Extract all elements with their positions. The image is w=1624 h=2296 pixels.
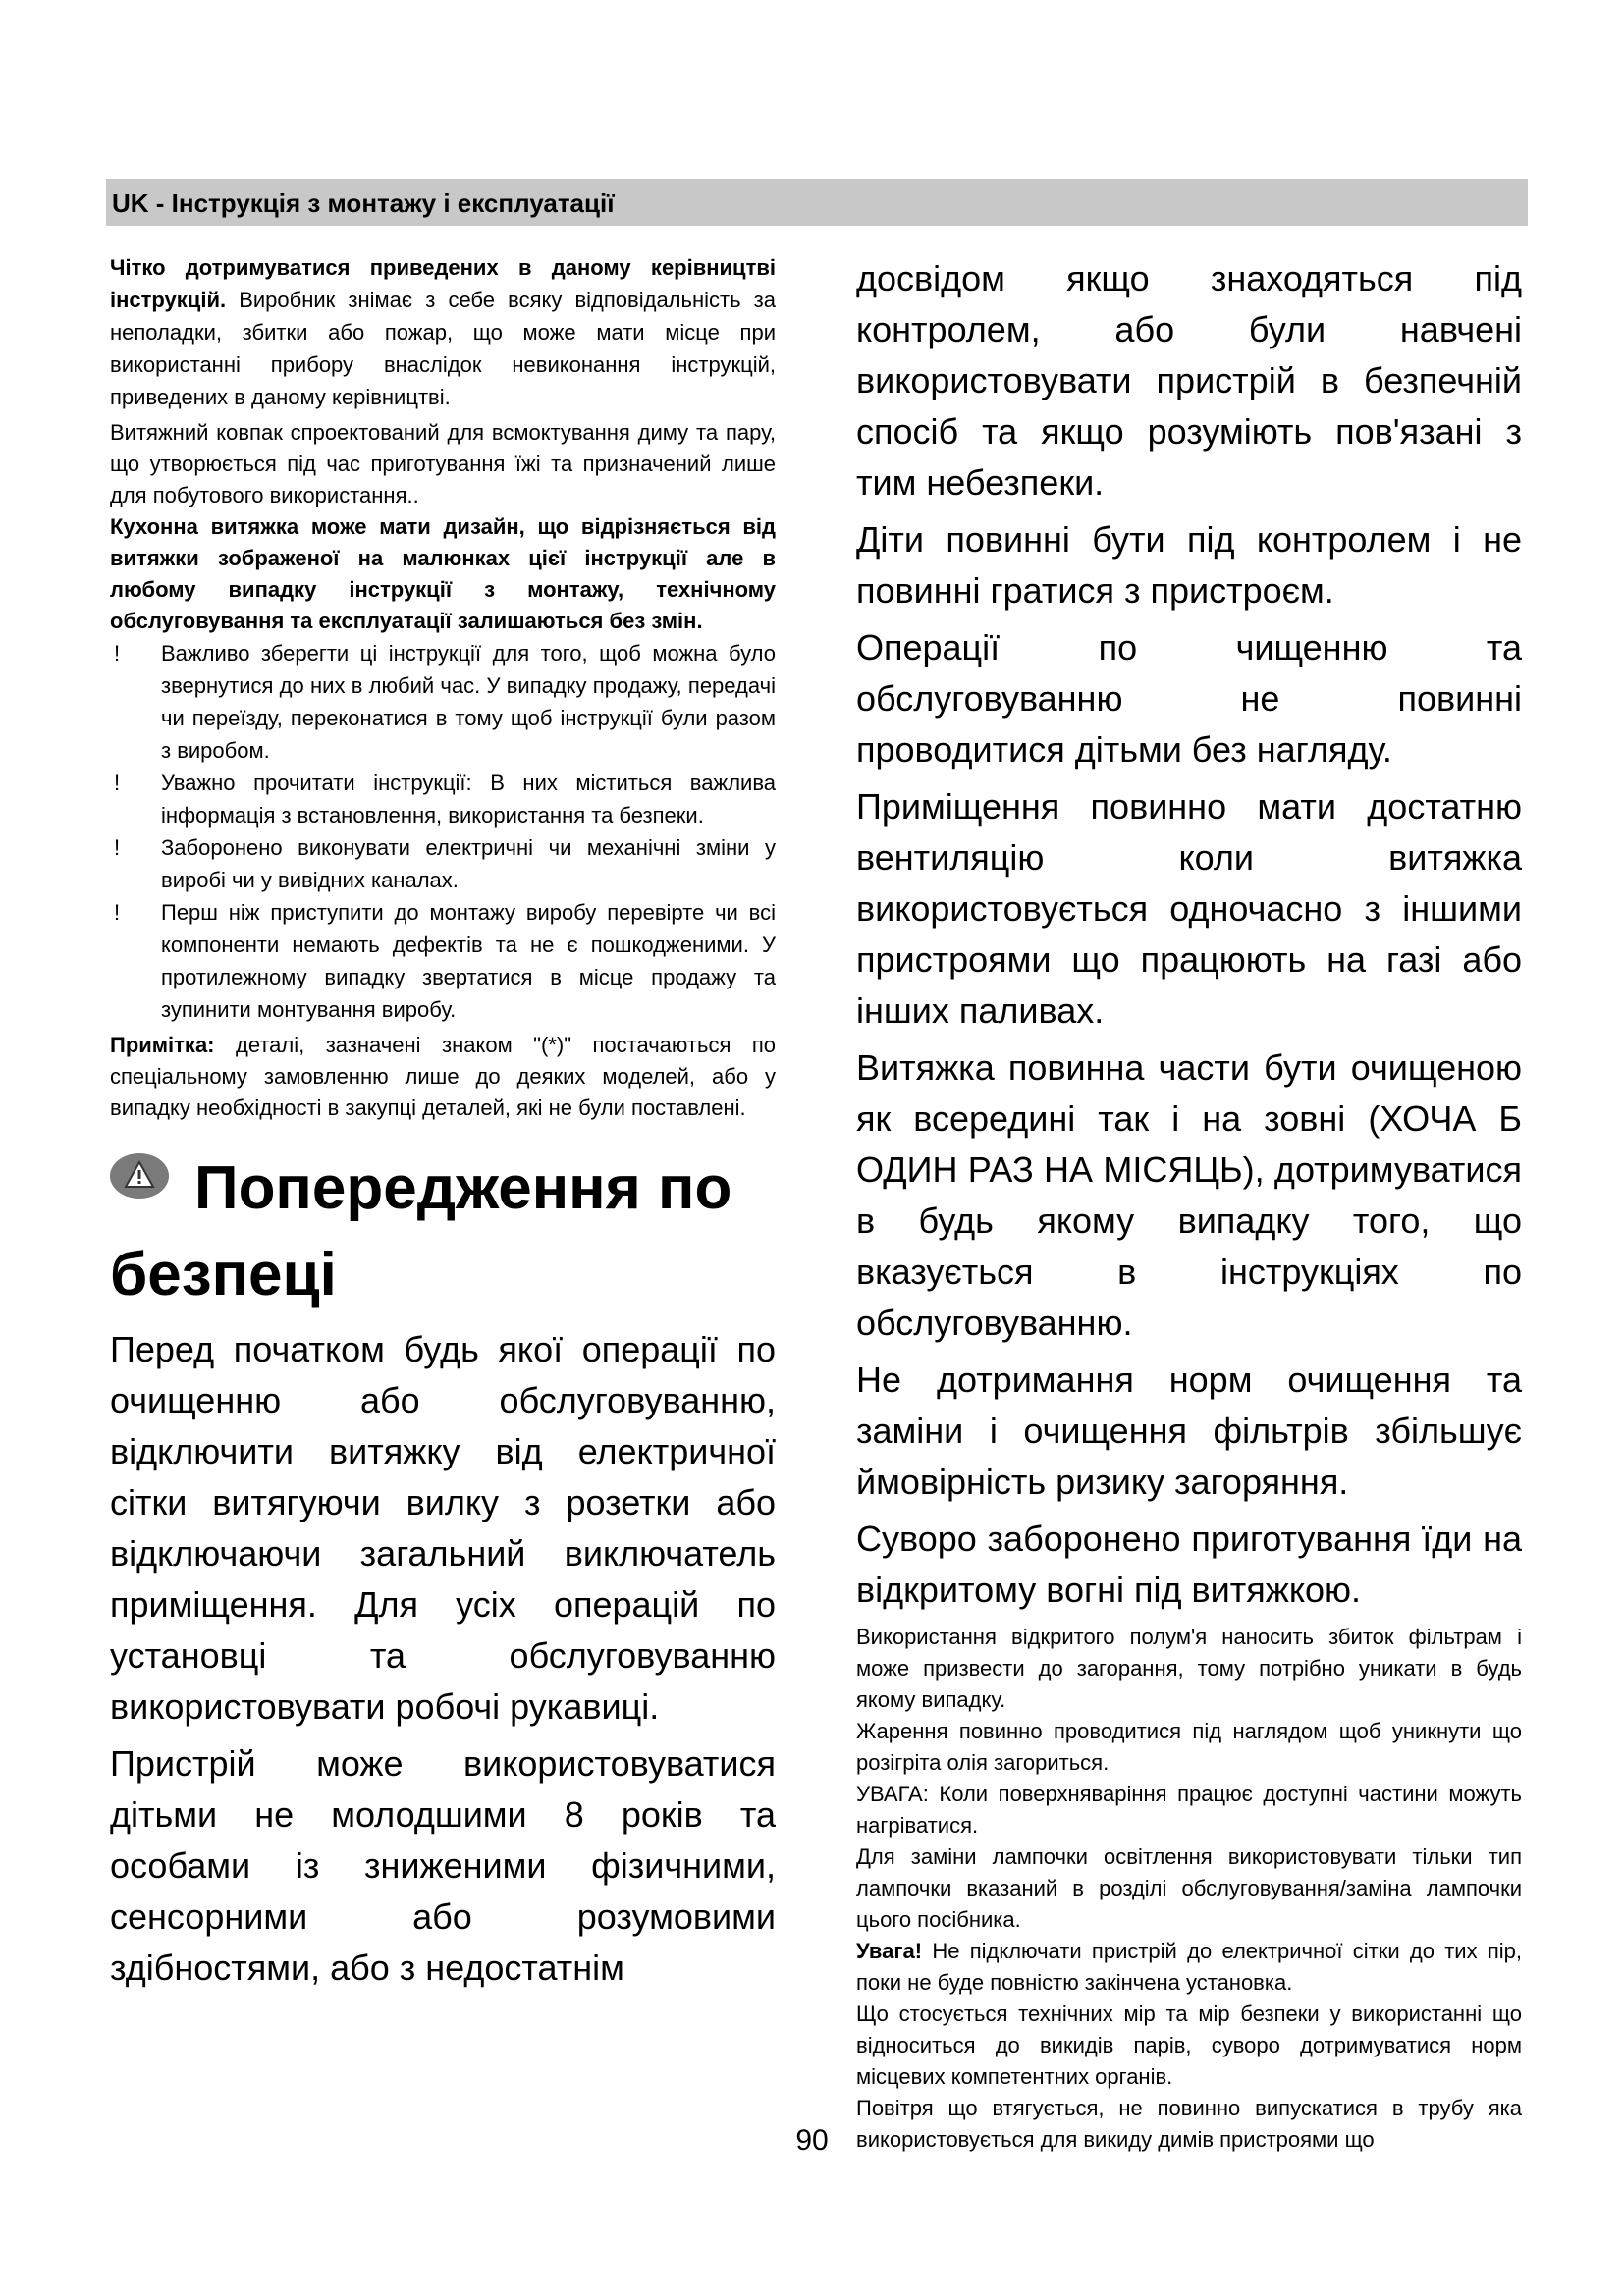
intro-paragraph-1 xyxy=(110,251,776,413)
warning-text: Уважно прочитати інструкції: В них міститься важлива інформація з встановлення, використання та безпеки. xyxy=(161,771,776,828)
small-note: Використання відкритого полум'я наносить збиток фільтрам і може призвести до загорання, тому потрібно уникати в будь якому випадку. xyxy=(856,1625,1522,1712)
right-column xyxy=(856,253,1522,2156)
note-text: деталі, зазначені знаком "(*)" постачаються по спеціальному замовленню лише до деяких моделей, або у випадку необхідності в закупці деталей, які не були поставлені. xyxy=(110,1033,776,1120)
warning-item xyxy=(110,831,776,896)
warning-text: Важливо зберегти ці інструкції для того, щоб можна було звернутися до них в любий час. У випадку продажу, передачі чи переїзду, переконатися в тому щоб інструкції були разом з виробом. xyxy=(161,641,776,763)
warning-text: Перш ніж приступити до монтажу виробу перевірте чи всі компоненти немають дефектів та не є пошкодженими. У протилежному випадку звертатися в місце продажу та зупинити монтування виробу. xyxy=(161,900,776,1022)
safety-heading-text: Попередження по безпеці xyxy=(110,1154,732,1308)
small-note: Повітря що втягується, не повинно випускатися в трубу яка використовується для викиду димів пристроями що xyxy=(856,2096,1522,2152)
safety-heading xyxy=(110,1146,776,1318)
safety-paragraph: Приміщення повинно мати достатню вентиляцію коли витяжка використовується одночасно з іншими пристроями що працюють на газі або інших паливах. xyxy=(856,786,1522,1031)
exclamation-icon: ! xyxy=(114,771,121,795)
small-notes xyxy=(856,1622,1522,2156)
caution-note xyxy=(856,1936,1522,1999)
safety-paragraph: Операції по чищенню та обслуговуванню не повинні проводитися дітьми без нагляду. xyxy=(856,627,1522,770)
safety-paragraph: Суворо заборонено приготування їди на відкритому вогні під витяжкою. xyxy=(856,1519,1522,1610)
intro-paragraph-3: Кухонна витяжка може мати дизайн, що відрізняється від витяжки зображеної на малюнках цієї інструкції але в любому випадку інструкції з монтажу, технічному обслуговування та експлуатації залишаються без змін. xyxy=(110,514,776,633)
safety-paragraph: досвідом якщо знаходяться під контролем, або були навчені використовувати пристрій в безпечній спосіб та якщо розуміють пов'язані з тим небезпеки. xyxy=(856,258,1522,503)
page-number: 90 xyxy=(795,2124,829,2157)
safety-paragraph: Витяжка повинна части бути очищеною як всередині так і на зовні (ХОЧА Б ОДИН РАЗ НА МІСЯЦЬ), дотримуватися в будь якому випадку того, що вказується в інструкціях по обслуговуванню. xyxy=(856,1047,1522,1343)
warning-item xyxy=(110,767,776,831)
warning-item xyxy=(110,637,776,767)
small-note: Жарення повинно проводитися під наглядом щоб уникнути що розігріта олія загориться. xyxy=(856,1719,1522,1775)
small-note: Для заміни лампочки освітлення використовувати тільки тип лампочки вказаний в розділі обслуговування/заміна лампочки цього посібника. xyxy=(856,1844,1522,1932)
safety-paragraph: Пристрій може використовуватися дітьми не молодшими 8 років та особами із зниженими фізичними, сенсорними або розумовими здібностями, або з недостатнім xyxy=(110,1743,776,1988)
intro-paragraph-2: Витяжний ковпак спроектований для всмоктування диму та пару, що утворюється під час приготування їжі та призначений лише для побутового використання.. xyxy=(110,420,776,507)
note-paragraph xyxy=(110,1030,776,1124)
small-note: УВАГА: Коли поверхняваріння працює доступні частини можуть нагріватися. xyxy=(856,1782,1522,1838)
intro-bold-lead: Чітко дотримуватися приведених в даному керівництві інструкцій. xyxy=(110,255,776,312)
small-note: Що стосується технічних мір та мір безпеки у використанні що відноситься до викидів парів, суворо дотримуватися норм місцевих компетентних органів. xyxy=(856,2002,1522,2089)
left-column xyxy=(110,251,776,2000)
intro-text: Виробник знімає з себе всяку відповідальність за неполадки, збитки або пожар, що може мати місце при використанні прибору внаслідок невиконання інструкцій, приведених в даному керівництві. xyxy=(110,288,776,409)
exclamation-icon: ! xyxy=(114,835,121,860)
warning-text: Заборонено виконувати електричні чи механічні зміни у виробі чи у вивідних каналах. xyxy=(161,835,776,892)
note-label: Примітка: xyxy=(110,1033,215,1057)
exclamation-icon: ! xyxy=(114,641,121,666)
caution-text: Не підключати пристрій до електричної сітки до тих пір, поки не буде повністю закінчена установка. xyxy=(856,1939,1522,1995)
safety-paragraph: Не дотримання норм очищення та заміни і очищення фільтрів збільшує ймовірність ризику загоряння. xyxy=(856,1360,1522,1502)
section-title: UK - Інструкція з монтажу і експлуатації xyxy=(112,188,615,218)
safety-paragraph: Діти повинні бути під контролем і не повинні гратися з пристроєм. xyxy=(856,519,1522,611)
safety-paragraph: Перед початком будь якої операції по очищенню або обслуговуванню, відключити витяжку від електричної сітки витягуючи вилку з розетки або відключаючи загальний виключатель приміщення. Для усіх операцій по установці та обслуговуванню використовувати робочі рукавиці. xyxy=(110,1329,776,1727)
warning-item xyxy=(110,896,776,1026)
warning-icon xyxy=(110,1153,169,1199)
section-header xyxy=(106,179,1528,226)
exclamation-icon: ! xyxy=(114,900,121,925)
caution-label: Увага! xyxy=(856,1939,923,1963)
